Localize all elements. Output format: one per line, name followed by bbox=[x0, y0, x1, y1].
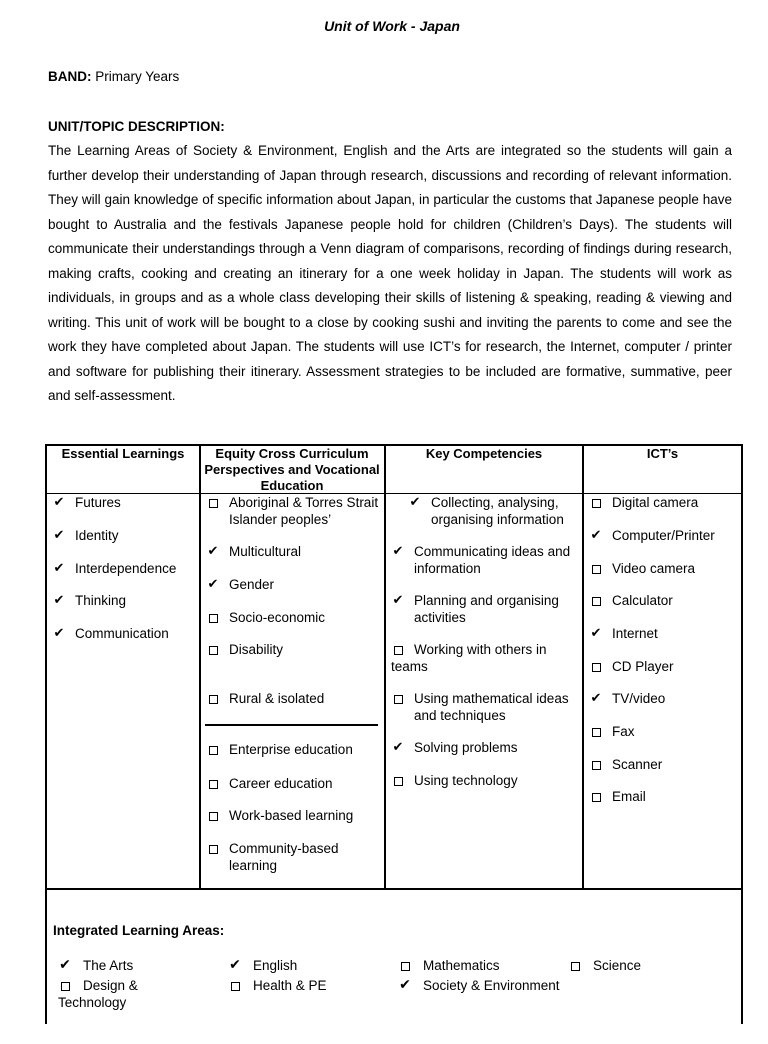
integrated-area-item bbox=[398, 977, 588, 994]
equity-item bbox=[206, 741, 382, 758]
item-label: Mathematics bbox=[423, 958, 500, 973]
ict-item bbox=[589, 625, 739, 642]
item-label: Science bbox=[593, 958, 642, 973]
equity-separator bbox=[205, 724, 378, 726]
item-label: Working with others in teams bbox=[391, 642, 547, 674]
equity-item bbox=[206, 576, 382, 593]
essential-item bbox=[52, 625, 197, 642]
check-icon: ✔ bbox=[590, 528, 602, 543]
checkbox-icon bbox=[209, 614, 218, 623]
ict-item bbox=[589, 560, 739, 577]
header-key-competencies: Key Competencies bbox=[425, 446, 543, 461]
check-icon: ✔ bbox=[207, 544, 219, 559]
table-left-border bbox=[45, 444, 47, 1024]
item-label: The Arts bbox=[83, 958, 134, 973]
key-competency-item bbox=[391, 592, 577, 626]
key-competency-item bbox=[391, 772, 577, 789]
item-label: Using mathematical ideas and techniques bbox=[414, 691, 569, 723]
band-line bbox=[48, 69, 179, 84]
item-label: Email bbox=[612, 789, 646, 804]
essential-item bbox=[52, 527, 197, 544]
key-competency-item bbox=[391, 543, 571, 577]
equity-item bbox=[206, 840, 382, 874]
check-icon: ✔ bbox=[53, 528, 65, 543]
item-label: Computer/Printer bbox=[612, 528, 715, 543]
check-icon: ✔ bbox=[207, 577, 219, 592]
item-label: Aboriginal & Torres Strait Islander peoples’ bbox=[229, 495, 379, 527]
item-label: Disability bbox=[229, 642, 284, 657]
checkbox-icon bbox=[209, 646, 218, 655]
item-label: Video camera bbox=[612, 561, 696, 576]
check-icon: ✔ bbox=[409, 495, 421, 510]
item-label: Design & Technology bbox=[58, 978, 138, 1010]
checkbox-icon bbox=[592, 499, 601, 508]
item-label: Interdependence bbox=[75, 561, 177, 576]
checkbox-icon bbox=[209, 780, 218, 789]
item-label: CD Player bbox=[612, 659, 674, 674]
item-label: Solving problems bbox=[414, 740, 518, 755]
checkbox-icon bbox=[401, 962, 410, 971]
item-label: Communicating ideas and information bbox=[414, 544, 571, 576]
item-label: Socio-economic bbox=[229, 610, 326, 625]
integrated-area-item bbox=[568, 957, 728, 974]
integrated-area-item bbox=[228, 957, 388, 974]
item-label: Communication bbox=[75, 626, 169, 641]
description-text: The Learning Areas of Society & Environment, English and the Arts are integrated so the students will gain a further develop their understanding of Japan through research, discussions and recording of relevant information. They will gain knowledge of specific information about Japan, in particular the customs that Japanese people have bought to Australia and the festivals Japanese people hold for children (Children’s Days). The students will communicate their understandings through a Venn diagram of comparisons, recording of findings during research, making crafts, cooking and creating an itinerary for a one week holiday in Japan. The students will work as individuals, in groups and as a whole class developing their skills of listening & speaking, reading & viewing and writing. This unit of work will be bought to a close by cooking sushi and inviting the parents to come and see the work they have completed about Japan. The students will use ICT’s for research, the Internet, computer / printer and software for publishing their itinerary. Assessment strategies to be included are formative, summative, peer and self-assessment. bbox=[48, 143, 732, 403]
key-competency-item bbox=[408, 494, 580, 528]
key-competency-item bbox=[391, 739, 577, 756]
item-label: Thinking bbox=[75, 593, 127, 608]
check-icon: ✔ bbox=[392, 740, 404, 755]
check-icon: ✔ bbox=[53, 626, 65, 641]
essential-item bbox=[52, 592, 197, 609]
integrated-area-item bbox=[398, 957, 563, 974]
header-equity: Equity Cross Curriculum Perspectives and Vocational Education bbox=[204, 446, 380, 493]
col-divider-2 bbox=[384, 444, 386, 890]
table-right-border bbox=[741, 444, 743, 1024]
band-value: Primary Years bbox=[95, 69, 180, 84]
ict-item bbox=[589, 723, 739, 740]
key-competency-item bbox=[391, 690, 571, 724]
check-icon: ✔ bbox=[59, 957, 71, 973]
check-icon: ✔ bbox=[53, 561, 65, 576]
col-divider-1 bbox=[199, 444, 201, 890]
checkbox-icon bbox=[209, 746, 218, 755]
ict-item bbox=[589, 756, 739, 773]
item-label: Calculator bbox=[612, 593, 673, 608]
band-label: BAND: bbox=[48, 69, 92, 84]
checkbox-icon bbox=[394, 695, 403, 704]
item-label: Health & PE bbox=[253, 978, 327, 993]
item-label: Rural & isolated bbox=[229, 691, 325, 706]
item-label: Enterprise education bbox=[229, 742, 353, 757]
ict-item bbox=[589, 494, 739, 511]
equity-item bbox=[206, 494, 382, 528]
ict-item bbox=[589, 690, 739, 707]
item-label: Futures bbox=[75, 495, 121, 510]
header-essential-learnings: Essential Learnings bbox=[61, 446, 185, 461]
description-heading: UNIT/TOPIC DESCRIPTION: bbox=[48, 119, 225, 134]
equity-item bbox=[206, 543, 382, 560]
integrated-area-item bbox=[58, 957, 218, 974]
item-label: Collecting, analysing, organising information bbox=[431, 495, 564, 527]
equity-item bbox=[206, 641, 382, 658]
equity-item bbox=[206, 807, 382, 824]
item-label: TV/video bbox=[612, 691, 666, 706]
document-title: Unit of Work - Japan bbox=[324, 18, 460, 34]
check-icon: ✔ bbox=[392, 593, 404, 608]
checkbox-icon bbox=[592, 761, 601, 770]
ict-item bbox=[589, 592, 739, 609]
integrated-area-item bbox=[58, 977, 173, 1011]
checkbox-icon bbox=[592, 728, 601, 737]
item-label: Digital camera bbox=[612, 495, 699, 510]
table-middle-border bbox=[45, 888, 743, 890]
essential-item bbox=[52, 494, 197, 511]
item-label: Career education bbox=[229, 776, 333, 791]
checkbox-icon bbox=[61, 982, 70, 991]
check-icon: ✔ bbox=[399, 977, 411, 993]
integrated-area-item bbox=[228, 977, 388, 994]
col-divider-3 bbox=[582, 444, 584, 890]
item-label: Planning and organising activities bbox=[414, 593, 559, 625]
equity-item bbox=[206, 609, 382, 626]
checkbox-icon bbox=[592, 565, 601, 574]
checkbox-icon bbox=[394, 646, 403, 655]
item-label: Multicultural bbox=[229, 544, 302, 559]
integrated-heading: Integrated Learning Areas: bbox=[53, 923, 225, 938]
item-label: Work-based learning bbox=[229, 808, 354, 823]
ict-item bbox=[589, 658, 739, 675]
checkbox-icon bbox=[592, 597, 601, 606]
item-label: Gender bbox=[229, 577, 275, 592]
equity-item bbox=[206, 775, 382, 792]
equity-item bbox=[206, 690, 382, 707]
checkbox-icon bbox=[592, 663, 601, 672]
item-label: Scanner bbox=[612, 757, 663, 772]
essential-item bbox=[52, 560, 197, 577]
item-label: Community-based learning bbox=[229, 841, 339, 873]
checkbox-icon bbox=[209, 499, 218, 508]
checkbox-icon bbox=[592, 793, 601, 802]
item-label: Internet bbox=[612, 626, 658, 641]
check-icon: ✔ bbox=[392, 544, 404, 559]
check-icon: ✔ bbox=[590, 691, 602, 706]
header-icts: ICT’s bbox=[646, 446, 679, 461]
check-icon: ✔ bbox=[590, 626, 602, 641]
check-icon: ✔ bbox=[53, 495, 65, 510]
item-label: English bbox=[253, 958, 298, 973]
key-competency-item bbox=[391, 641, 577, 675]
checkbox-icon bbox=[571, 962, 580, 971]
checkbox-icon bbox=[209, 695, 218, 704]
checkbox-icon bbox=[209, 845, 218, 854]
item-label: Using technology bbox=[414, 773, 518, 788]
check-icon: ✔ bbox=[229, 957, 241, 973]
ict-item bbox=[589, 527, 739, 544]
check-icon: ✔ bbox=[53, 593, 65, 608]
item-label: Identity bbox=[75, 528, 119, 543]
ict-item bbox=[589, 788, 739, 805]
checkbox-icon bbox=[209, 812, 218, 821]
checkbox-icon bbox=[394, 777, 403, 786]
checkbox-icon bbox=[231, 982, 240, 991]
item-label: Society & Environment bbox=[423, 978, 560, 993]
item-label: Fax bbox=[612, 724, 635, 739]
